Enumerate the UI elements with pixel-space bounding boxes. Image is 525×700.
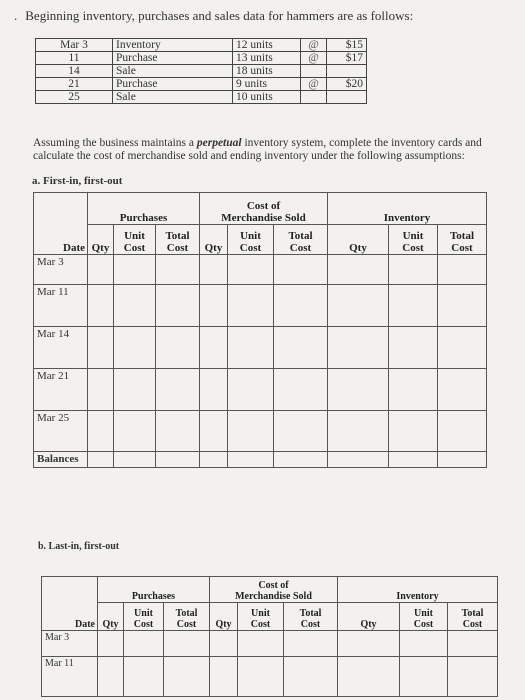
units-cell: 10 units [233, 91, 301, 104]
total-cost-header: Total Cost [164, 603, 210, 631]
entry-cell[interactable] [338, 631, 400, 657]
units-cell: 18 units [233, 65, 301, 78]
date-cell: 21 [36, 78, 113, 91]
entry-cell[interactable] [328, 411, 389, 452]
entry-cell[interactable] [88, 452, 114, 468]
units-cell: 12 units [233, 39, 301, 52]
entry-cell[interactable] [438, 411, 487, 452]
entry-cell[interactable] [328, 369, 389, 411]
table-row [36, 78, 367, 91]
description-cell: Purchase [113, 78, 233, 91]
entry-cell[interactable] [156, 327, 200, 369]
date-cell: 25 [36, 91, 113, 104]
entry-cell[interactable] [389, 369, 438, 411]
description-cell: Sale [113, 91, 233, 104]
date-header: Date [34, 225, 88, 255]
unit-cost-header: Unit Cost [389, 225, 438, 255]
entry-cell[interactable] [338, 657, 400, 697]
entry-cell[interactable] [164, 631, 210, 657]
unit-cost-header: Unit Cost [238, 603, 284, 631]
entry-cell[interactable] [210, 657, 238, 697]
blank-header-cell [34, 193, 88, 225]
entry-cell[interactable] [228, 285, 274, 327]
table-row [42, 631, 498, 657]
entry-cell[interactable] [400, 657, 448, 697]
purchases-group-header: Purchases [98, 577, 210, 603]
heading-text: Beginning inventory, purchases and sales data for hammers are as follows: [25, 8, 414, 23]
description-cell: Sale [113, 65, 233, 78]
entry-cell[interactable] [228, 369, 274, 411]
entry-cell[interactable] [200, 452, 228, 468]
entry-cell[interactable] [389, 285, 438, 327]
entry-cell[interactable] [284, 631, 338, 657]
entry-cell[interactable] [438, 369, 487, 411]
description-cell: Purchase [113, 52, 233, 65]
bullet-mark: . [14, 8, 18, 23]
entry-cell[interactable] [274, 369, 328, 411]
table-row [36, 39, 367, 52]
entry-cell[interactable] [389, 255, 438, 285]
units-cell: 13 units [233, 52, 301, 65]
blank-header-cell [42, 577, 98, 603]
row-date: Mar 14 [34, 327, 88, 369]
at-cell [301, 91, 327, 104]
entry-cell[interactable] [238, 657, 284, 697]
entry-cell[interactable] [200, 327, 228, 369]
instructions-text [33, 137, 513, 163]
entry-cell[interactable] [156, 452, 200, 468]
instructions-part2: inventory system, complete the inventory cards and calculate the cost of merchandise sold and ending inventory under the following assumptions: [33, 137, 482, 162]
instructions-emphasis: perpetual [196, 137, 242, 149]
entry-cell[interactable] [448, 631, 498, 657]
entry-cell[interactable] [274, 255, 328, 285]
at-cell: @ [301, 78, 327, 91]
total-cost-header: Total Cost [448, 603, 498, 631]
date-cell: 11 [36, 52, 113, 65]
unit-cost-header: Unit Cost [400, 603, 448, 631]
entry-cell[interactable] [210, 631, 238, 657]
total-cost-header: Total Cost [438, 225, 487, 255]
purchases-group-header: Purchases [88, 193, 200, 225]
entry-cell[interactable] [124, 631, 164, 657]
inventory-data-table [35, 38, 367, 104]
entry-cell[interactable] [114, 369, 156, 411]
at-cell [301, 65, 327, 78]
entry-cell[interactable] [200, 411, 228, 452]
entry-cell[interactable] [156, 369, 200, 411]
price-cell: $15 [327, 39, 367, 52]
cogs-group-header: Cost of Merchandise Sold [210, 577, 338, 603]
row-date: Mar 3 [42, 631, 98, 657]
table-row [34, 255, 487, 285]
qty-header: Qty [210, 603, 238, 631]
entry-cell[interactable] [228, 327, 274, 369]
at-cell: @ [301, 39, 327, 52]
qty-header: Qty [200, 225, 228, 255]
entry-cell[interactable] [328, 452, 389, 468]
price-cell: $20 [327, 78, 367, 91]
section-a-label: a. First-in, first-out [32, 175, 123, 187]
total-cost-header: Total Cost [284, 603, 338, 631]
entry-cell[interactable] [88, 255, 114, 285]
entry-cell[interactable] [274, 285, 328, 327]
qty-header: Qty [328, 225, 389, 255]
entry-cell[interactable] [438, 285, 487, 327]
entry-cell[interactable] [88, 411, 114, 452]
date-header: Date [42, 603, 98, 631]
entry-cell[interactable] [228, 452, 274, 468]
entry-cell[interactable] [438, 327, 487, 369]
total-cost-header: Total Cost [274, 225, 328, 255]
entry-cell[interactable] [400, 631, 448, 657]
price-cell [327, 91, 367, 104]
entry-cell[interactable] [284, 657, 338, 697]
unit-cost-header: Unit Cost [124, 603, 164, 631]
table-row [42, 657, 498, 697]
problem-heading [14, 8, 413, 24]
entry-cell[interactable] [156, 411, 200, 452]
table-row [36, 91, 367, 104]
table-row [34, 327, 487, 369]
table-row [34, 369, 487, 411]
column-header-row [42, 603, 498, 631]
entry-cell[interactable] [114, 255, 156, 285]
entry-cell[interactable] [88, 369, 114, 411]
lifo-inventory-card [41, 576, 498, 697]
entry-cell[interactable] [438, 452, 487, 468]
entry-cell[interactable] [228, 255, 274, 285]
qty-header: Qty [98, 603, 124, 631]
row-date: Mar 11 [42, 657, 98, 697]
entry-cell[interactable] [389, 452, 438, 468]
entry-cell[interactable] [389, 411, 438, 452]
price-cell [327, 65, 367, 78]
price-cell: $17 [327, 52, 367, 65]
entry-cell[interactable] [228, 411, 274, 452]
at-cell: @ [301, 52, 327, 65]
entry-cell[interactable] [114, 285, 156, 327]
row-date: Mar 3 [34, 255, 88, 285]
balances-row [34, 452, 487, 468]
entry-cell[interactable] [238, 631, 284, 657]
entry-cell[interactable] [114, 452, 156, 468]
group-header-row [42, 577, 498, 603]
entry-cell[interactable] [448, 657, 498, 697]
entry-cell[interactable] [88, 285, 114, 327]
entry-cell[interactable] [328, 285, 389, 327]
entry-cell[interactable] [88, 327, 114, 369]
inventory-group-header: Inventory [338, 577, 498, 603]
date-cell: 14 [36, 65, 113, 78]
entry-cell[interactable] [274, 327, 328, 369]
row-date: Mar 11 [34, 285, 88, 327]
entry-cell[interactable] [98, 657, 124, 697]
entry-cell[interactable] [389, 327, 438, 369]
entry-cell[interactable] [328, 327, 389, 369]
table-row [34, 411, 487, 452]
entry-cell[interactable] [438, 255, 487, 285]
entry-cell[interactable] [114, 327, 156, 369]
units-cell: 9 units [233, 78, 301, 91]
entry-cell[interactable] [200, 255, 228, 285]
entry-cell[interactable] [274, 411, 328, 452]
inventory-group-header: Inventory [328, 193, 487, 225]
total-cost-header: Total Cost [156, 225, 200, 255]
entry-cell[interactable] [98, 631, 124, 657]
row-date: Mar 25 [34, 411, 88, 452]
entry-cell[interactable] [124, 657, 164, 697]
balances-label: Balances [34, 452, 88, 468]
unit-cost-header: Unit Cost [228, 225, 274, 255]
entry-cell[interactable] [274, 452, 328, 468]
entry-cell[interactable] [200, 285, 228, 327]
date-cell: Mar 3 [36, 39, 113, 52]
fifo-inventory-card [33, 192, 487, 468]
section-b-label: b. Last-in, first-out [38, 541, 120, 552]
qty-header: Qty [88, 225, 114, 255]
instructions-part1: Assuming the business maintains a [33, 137, 197, 149]
table-row [34, 285, 487, 327]
group-header-row [34, 193, 487, 225]
unit-cost-header: Unit Cost [114, 225, 156, 255]
table-row [36, 65, 367, 78]
cogs-group-header: Cost of Merchandise Sold [200, 193, 328, 225]
entry-cell[interactable] [156, 255, 200, 285]
description-cell: Inventory [113, 39, 233, 52]
entry-cell[interactable] [156, 285, 200, 327]
entry-cell[interactable] [328, 255, 389, 285]
table-row [36, 52, 367, 65]
qty-header: Qty [338, 603, 400, 631]
row-date: Mar 21 [34, 369, 88, 411]
entry-cell[interactable] [114, 411, 156, 452]
entry-cell[interactable] [164, 657, 210, 697]
entry-cell[interactable] [200, 369, 228, 411]
column-header-row [34, 225, 487, 255]
